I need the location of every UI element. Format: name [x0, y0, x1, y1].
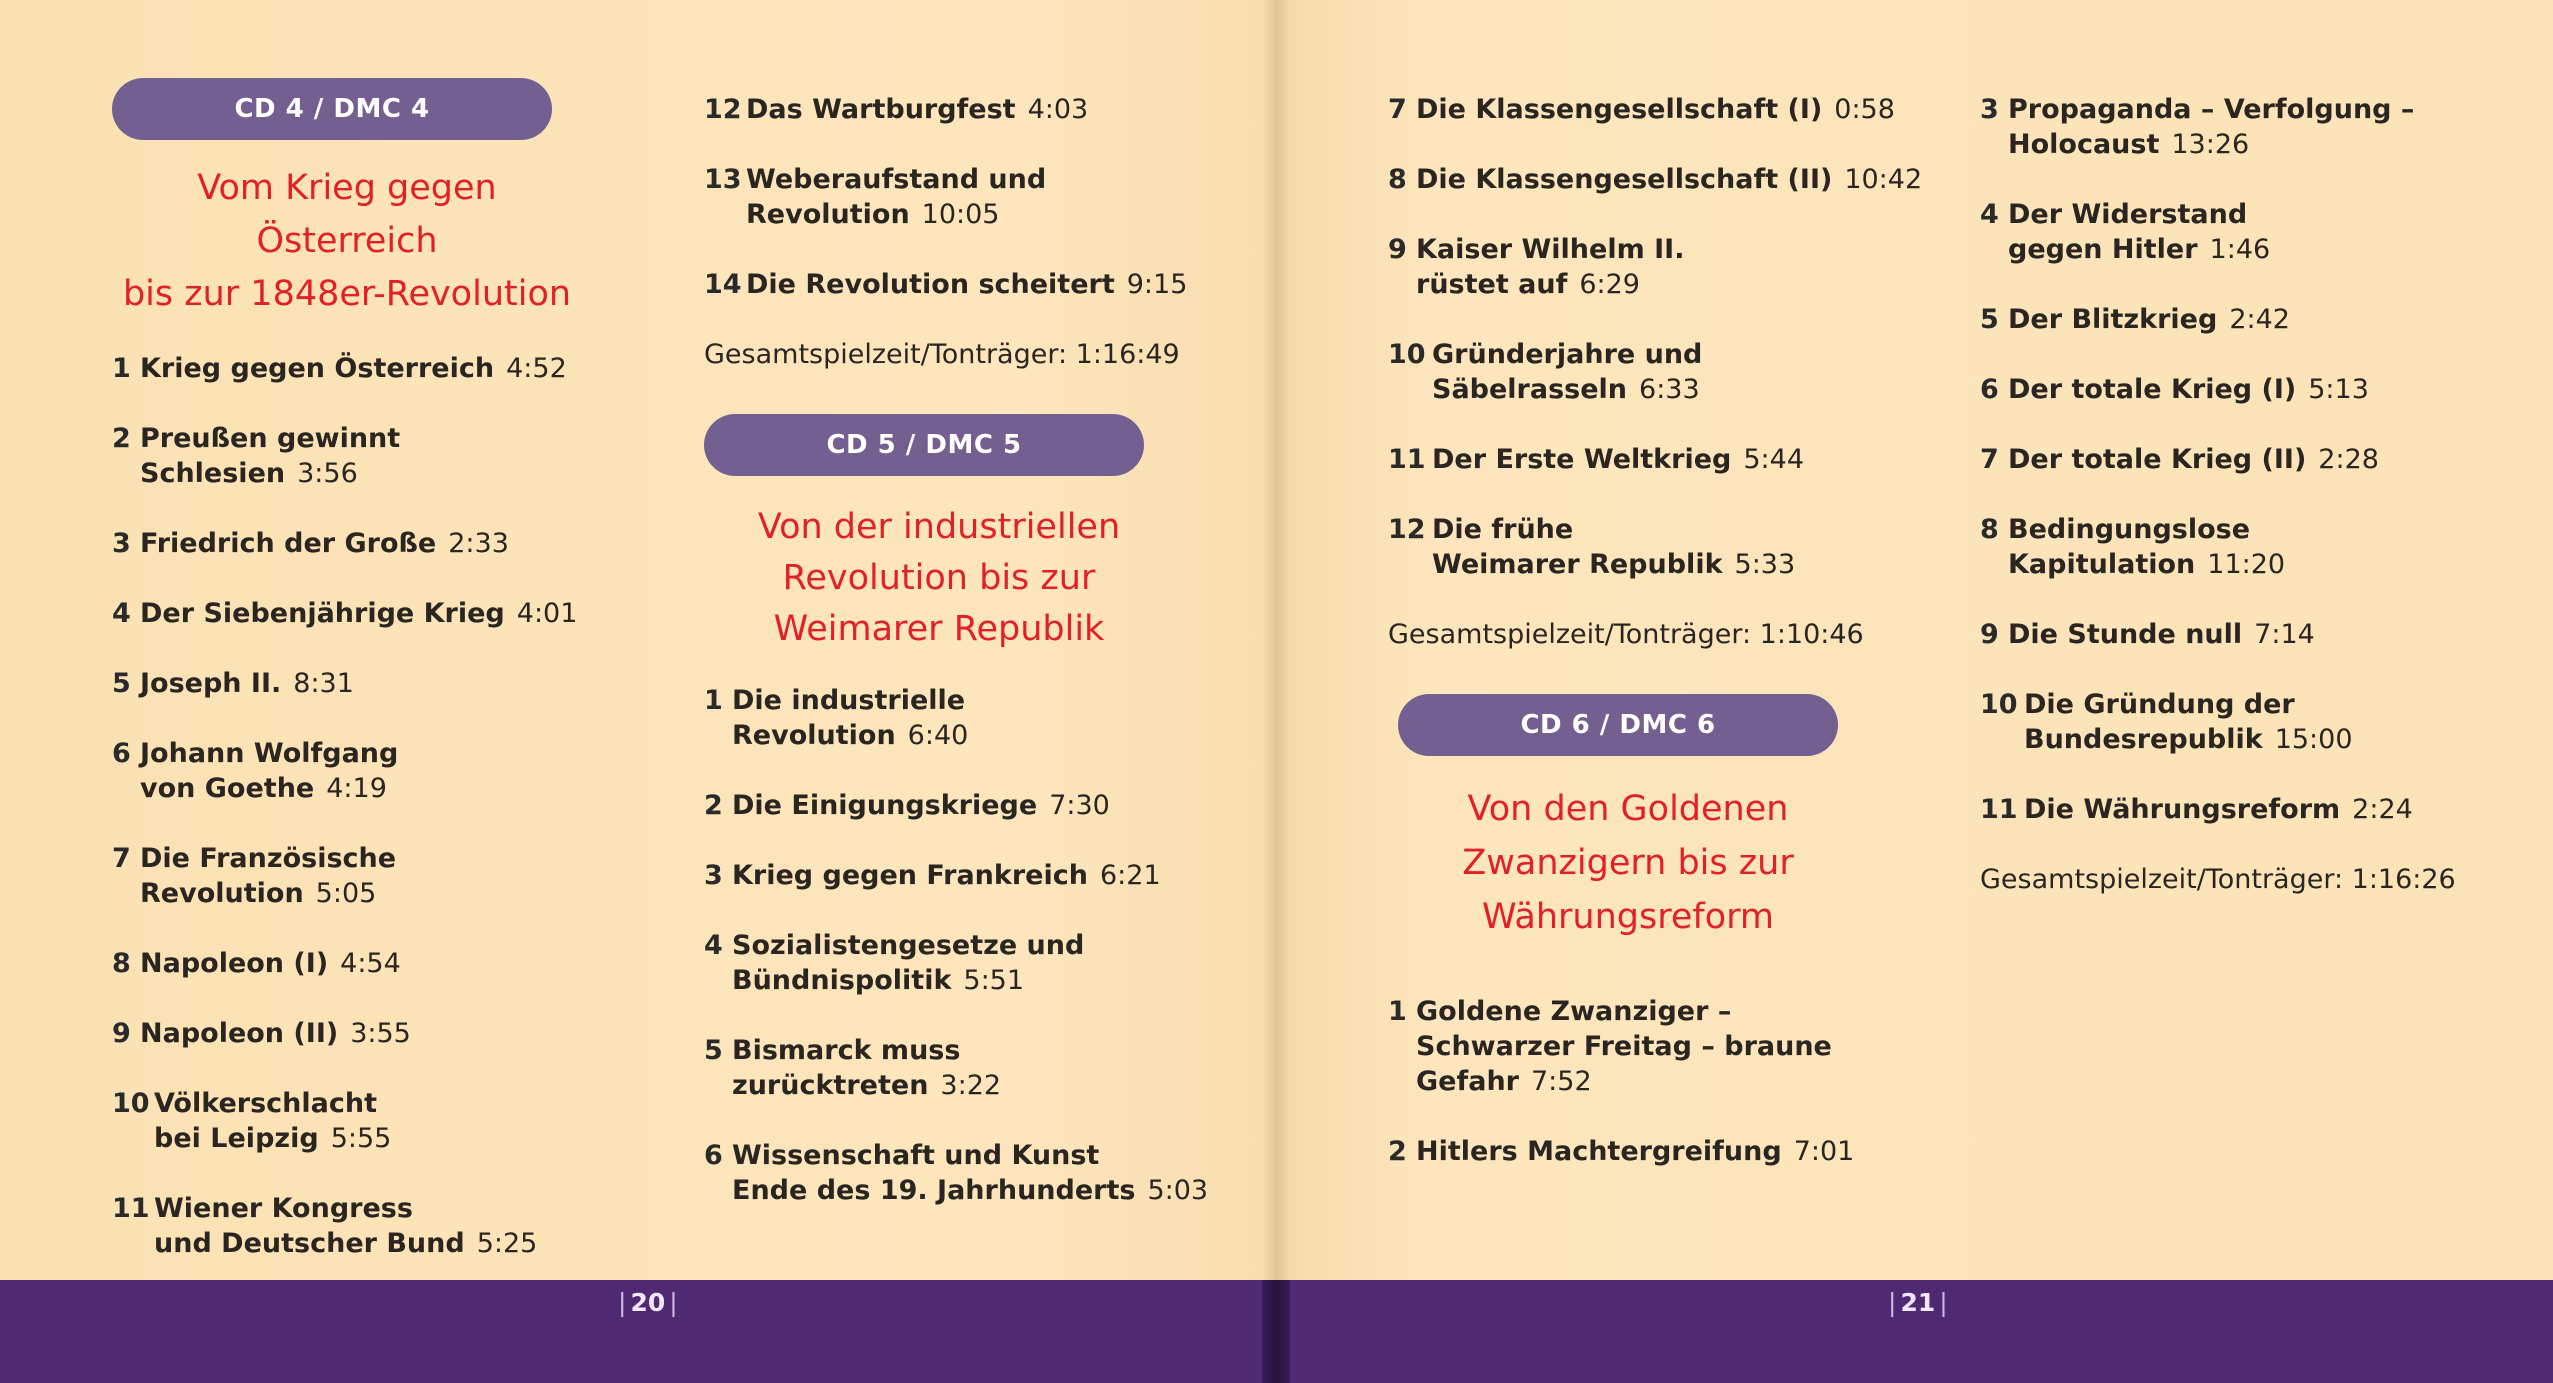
cd5-cd6-column — [1388, 92, 1948, 1169]
track-item: 12 Das Wartburgfest 4:03 — [704, 94, 1089, 125]
cd6-track-list-part1 — [1388, 994, 1948, 1169]
track-item: 4 Der Widerstand gegen Hitler 1:46 — [1980, 199, 2271, 265]
track-item: 6 Wissenschaft und Kunst Ende des 19. Jahrhunderts 5:03 — [704, 1140, 1209, 1206]
track-item: 1 Goldene Zwanziger – Schwarzer Freitag – braune Gefahr 7:52 — [1388, 996, 1832, 1097]
track-item: 4 Sozialistengesetze und Bündnispolitik 5:51 — [704, 930, 1085, 996]
track-item: 3 Propaganda – Verfolgung – Holocaust 13:26 — [1980, 94, 2415, 160]
cd5-track-list-part1 — [704, 683, 1264, 1208]
cd6-heading-line3: Währungsreform — [1482, 897, 1774, 937]
cd5-heading — [704, 502, 1174, 655]
cd4-label: CD 4 / DMC 4 — [112, 78, 552, 140]
track-item: 2 Preußen gewinnt Schlesien 3:56 — [112, 423, 401, 489]
cd6-column — [1980, 92, 2540, 897]
track-item: 9 Die Stunde null 7:14 — [1980, 619, 2315, 650]
track-item: 6 Der totale Krieg (I) 5:13 — [1980, 374, 2369, 405]
cd4-cd5-column — [704, 92, 1264, 1208]
track-item: 8 Bedingungslose Kapitulation 11:20 — [1980, 514, 2286, 580]
cd4-heading-line2: bis zur 1848er-Revolution — [122, 274, 572, 314]
cd4-heading — [112, 162, 582, 321]
cd4-column — [112, 78, 612, 1261]
track-item: 8 Die Klassengesellschaft (II) 10:42 — [1388, 164, 1923, 195]
cd4-track-list-part1 — [112, 351, 612, 1261]
track-item: 5 Der Blitzkrieg 2:42 — [1980, 304, 2290, 335]
cd6-heading — [1398, 782, 1858, 944]
track-item: 9 Napoleon (II) 3:55 — [112, 1018, 411, 1049]
track-item: 2 Die Einigungskriege 7:30 — [704, 790, 1110, 821]
track-item: 11 Wiener Kongress und Deutscher Bund 5:25 — [112, 1193, 538, 1259]
track-item: 6 Johann Wolfgang von Goethe 4:19 — [112, 738, 399, 804]
track-item: 9 Kaiser Wilhelm II. rüstet auf 6:29 — [1388, 234, 1685, 300]
cd5-total-time: Gesamtspielzeit/Tonträger: 1:10:46 — [1388, 619, 1864, 650]
track-item: 7 Die Französische Revolution 5:05 — [112, 843, 397, 909]
track-item: 4 Der Siebenjährige Krieg 4:01 — [112, 598, 578, 629]
cd5-heading-line2: Revolution bis zur — [782, 558, 1096, 598]
track-item: 12 Die frühe Weimarer Republik 5:33 — [1388, 514, 1796, 580]
track-item: 7 Der totale Krieg (II) 2:28 — [1980, 444, 2379, 475]
right-page-number: | 21 | — [1888, 1288, 1948, 1317]
spine-footer — [1262, 1280, 1290, 1383]
track-item: 3 Friedrich der Große 2:33 — [112, 528, 509, 559]
track-item: 5 Bismarck muss zurücktreten 3:22 — [704, 1035, 1002, 1101]
left-page-number: | 20 | — [618, 1288, 678, 1317]
track-item: 10 Völkerschlacht bei Leipzig 5:55 — [112, 1088, 392, 1154]
cd4-total-time: Gesamtspielzeit/Tonträger: 1:16:49 — [704, 339, 1180, 370]
track-item: 5 Joseph II. 8:31 — [112, 668, 354, 699]
track-item: 10 Gründerjahre und Säbelrasseln 6:33 — [1388, 339, 1703, 405]
cd6-total-time: Gesamtspielzeit/Tonträger: 1:16:26 — [1980, 864, 2456, 895]
track-item: 1 Die industrielle Revolution 6:40 — [704, 685, 969, 751]
cd6-heading-line1: Von den Goldenen — [1467, 789, 1789, 829]
track-item: 10 Die Gründung der Bundesrepublik 15:00 — [1980, 689, 2353, 755]
cd5-heading-line1: Von der industriellen — [757, 507, 1121, 547]
track-item: 13 Weberaufstand und Revolution 10:05 — [704, 164, 1047, 230]
track-item: 11 Der Erste Weltkrieg 5:44 — [1388, 444, 1804, 475]
track-item: 7 Die Klassengesellschaft (I) 0:58 — [1388, 94, 1895, 125]
cd4-heading-line1: Vom Krieg gegen Österreich — [197, 168, 497, 261]
cd6-heading-line2: Zwanzigern bis zur — [1462, 843, 1794, 883]
track-item: 3 Krieg gegen Frankreich 6:21 — [704, 860, 1161, 891]
cd5-heading-line3: Weimarer Republik — [773, 609, 1105, 649]
track-item: 1 Krieg gegen Österreich 4:52 — [112, 353, 567, 384]
cd5-label: CD 5 / DMC 5 — [704, 414, 1144, 476]
track-item: 11 Die Währungsreform 2:24 — [1980, 794, 2413, 825]
track-item: 2 Hitlers Machtergreifung 7:01 — [1388, 1136, 1855, 1167]
track-item: 14 Die Revolution scheitert 9:15 — [704, 269, 1188, 300]
book-spine — [1262, 0, 1290, 1383]
cd6-label: CD 6 / DMC 6 — [1398, 694, 1838, 756]
track-item: 8 Napoleon (I) 4:54 — [112, 948, 401, 979]
